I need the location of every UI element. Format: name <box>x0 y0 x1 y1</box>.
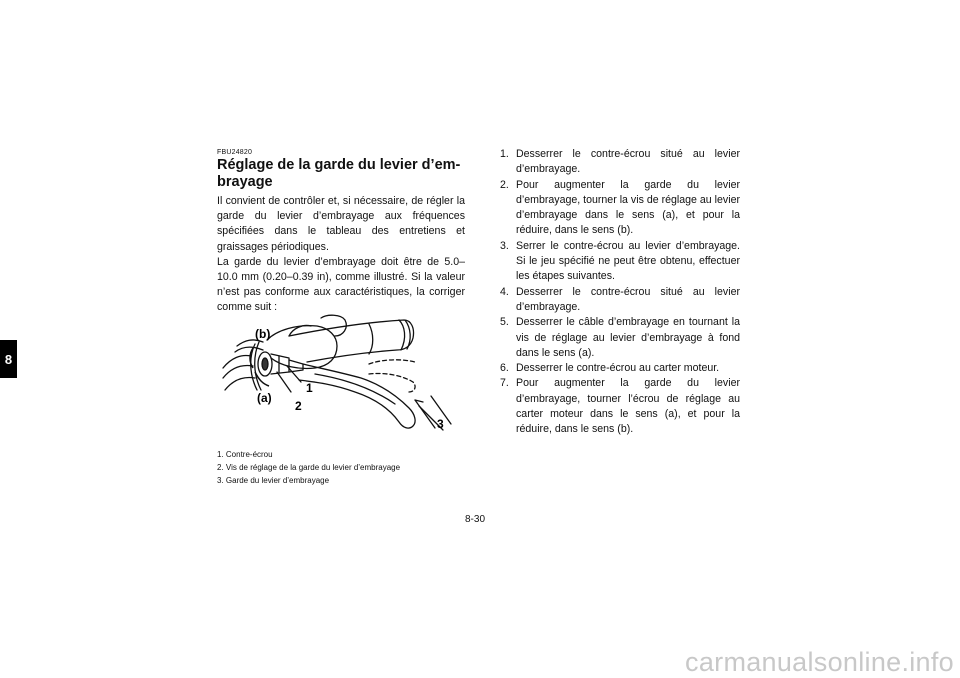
left-column <box>217 149 465 316</box>
step-3 <box>500 239 740 285</box>
step-number: 4. <box>500 285 509 298</box>
step-text: Pour augmenter la garde du levier d’embrayage, tourner la vis de réglage au levier d’embrayage dans le sens (a), et pour la réduire, dans le sens (b). <box>516 178 740 237</box>
step-5 <box>500 315 740 361</box>
step-number: 2. <box>500 178 509 191</box>
intro-paragraph: Il convient de contrôler et, si nécessaire, de régler la garde du levier d’embrayage aux fréquences spécifiées dans le tableau des entretiens et graissages périodiques. <box>217 195 465 253</box>
step-1 <box>500 147 740 178</box>
clutch-lever-illustration <box>219 306 463 440</box>
step-number: 1. <box>500 148 509 160</box>
step-text: Pour augmenter la garde du levier d’embrayage, tourner l’écrou de réglage au carter moteur dans le sens (a), et pour la réduire, dans le sens (b). <box>516 377 740 436</box>
caption-item: 3. Garde du levier d’embrayage <box>217 476 330 485</box>
step-number: 7. <box>500 377 509 390</box>
caption-item: 2. Vis de réglage de la garde du levier d’embrayage <box>217 463 401 472</box>
caption-item: 1. Contre-écrou <box>217 450 273 459</box>
step-text: Desserrer le câble d’embrayage en tournant la vis de réglage au levier d’embrayage à fond dans le sens (a). <box>516 316 740 359</box>
label-1: 1 <box>306 381 313 395</box>
section-title: Réglage de la garde du levier d’em-brayage <box>217 157 461 190</box>
label-a: (a) <box>257 391 272 405</box>
watermark: carmanualsonline.info <box>685 647 954 677</box>
label-b: (b) <box>255 327 271 341</box>
page-number: 8-30 <box>465 514 486 525</box>
step-2 <box>500 178 740 239</box>
document-code: FBU24820 <box>217 149 253 156</box>
chapter-tab: 8 <box>0 340 17 378</box>
step-number: 6. <box>500 362 509 375</box>
step-number: 3. <box>500 239 509 252</box>
step-text: Desserrer le contre-écrou au carter moteur. <box>516 362 720 375</box>
step-text: Desserrer le contre-écrou situé au levier d’embrayage. <box>516 285 740 313</box>
label-2: 2 <box>295 399 302 413</box>
label-3: 3 <box>437 417 444 431</box>
clutch-lever-drawing <box>219 306 463 440</box>
step-text: Desserrer le contre-écrou situé au levier d’embrayage. <box>516 148 740 176</box>
procedure-steps <box>500 147 740 438</box>
step-text: Serrer le contre-écrou au levier d’embrayage. Si le jeu spécifié ne peut être obtenu, effectuer les étapes suivantes. <box>516 239 740 283</box>
step-4 <box>500 285 740 316</box>
spec-paragraph: La garde du levier d’embrayage doit être de 5.0–10.0 mm (0.20–0.39 in), comme illustré. Si la valeur n’est pas conforme aux caractéristiques, la corriger comme suit : <box>217 255 465 314</box>
figure-captions <box>217 448 477 487</box>
step-6 <box>500 361 740 376</box>
step-number: 5. <box>500 316 509 329</box>
step-7 <box>500 376 740 437</box>
